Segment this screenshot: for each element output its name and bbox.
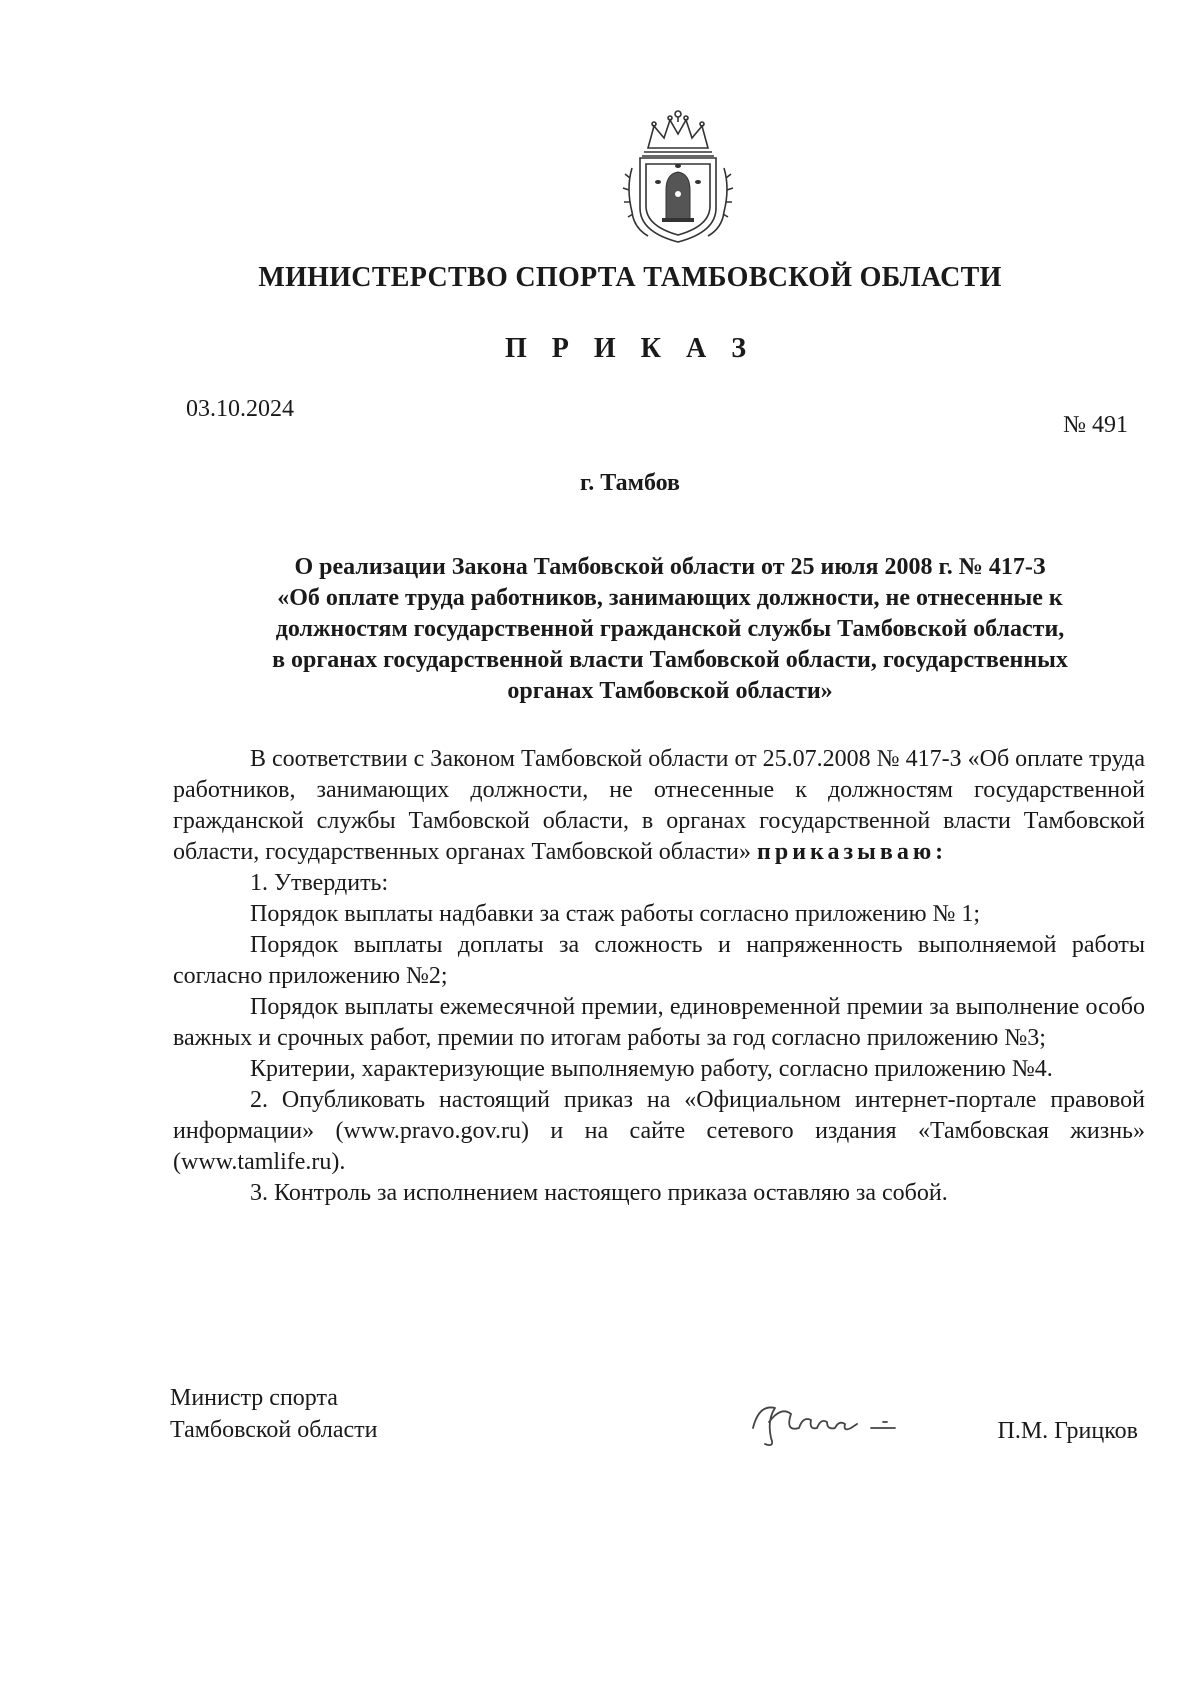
order-subject <box>200 552 1140 707</box>
item-1: 1. Утвердить: <box>250 870 389 896</box>
item-3: 3. Контроль за исполнением настоящего приказа оставляю за собой. <box>250 1180 948 1206</box>
coat-of-arms-icon <box>618 108 738 246</box>
signer-position <box>170 1382 377 1446</box>
preamble-paragraph <box>173 744 1145 868</box>
item-1-a: Порядок выплаты надбавки за стаж работы согласно приложению № 1; <box>250 901 981 927</box>
subject-line: должностям государственной гражданской службы Тамбовской области, <box>275 616 1065 642</box>
preamble-text: В соответствии с Законом Тамбовской области от 25.07.2008 № 417-З «Об оплате труда работников, занимающих должности, не отнесенные к должностям государственной гражданской службы Тамбовской области, в органах государственной власти Тамбовской области, государственных органах Тамбовской области» <box>173 746 1145 865</box>
item-1-b: Порядок выплаты доплаты за сложность и напряженность выполняемой работы согласно приложению №2; <box>173 932 1145 989</box>
document-type: П Р И К А З <box>505 333 755 364</box>
subject-line: в органах государственной власти Тамбовской области, государственных <box>272 647 1068 673</box>
signer-position-line: Министр спорта <box>170 1385 338 1411</box>
ministry-title: МИНИСТЕРСТВО СПОРТА ТАМБОВСКОЙ ОБЛАСТИ <box>258 262 1002 293</box>
subject-line: «Об оплате труда работников, занимающих должности, не отнесенные к <box>277 585 1063 611</box>
item-1-d: Критерии, характеризующие выполняемую работу, согласно приложению №4. <box>250 1056 1053 1082</box>
order-body <box>173 744 1145 1209</box>
item-1-c: Порядок выплаты ежемесячной премии, единовременной премии за выполнение особо важных и срочных работ, премии по итогам работы за год согласно приложению №3; <box>173 994 1145 1051</box>
order-date: 03.10.2024 <box>186 396 294 422</box>
order-number: № 491 <box>1063 412 1128 438</box>
subject-line: органах Тамбовской области» <box>507 678 833 704</box>
signer-name: П.М. Грицков <box>997 1418 1138 1444</box>
order-city: г. Тамбов <box>580 470 680 496</box>
subject-line: О реализации Закона Тамбовской области от 25 июля 2008 г. № 417-З <box>294 554 1046 580</box>
item-2: 2. Опубликовать настоящий приказ на «Официальном интернет-портале правовой информации» (www.pravo.gov.ru) и на сайте сетевого издания «Тамбовская жизнь» (www.tamlife.ru). <box>173 1087 1145 1175</box>
order-word: приказываю: <box>757 839 948 865</box>
signature-icon <box>745 1398 915 1450</box>
signer-position-line: Тамбовской области <box>170 1417 378 1443</box>
